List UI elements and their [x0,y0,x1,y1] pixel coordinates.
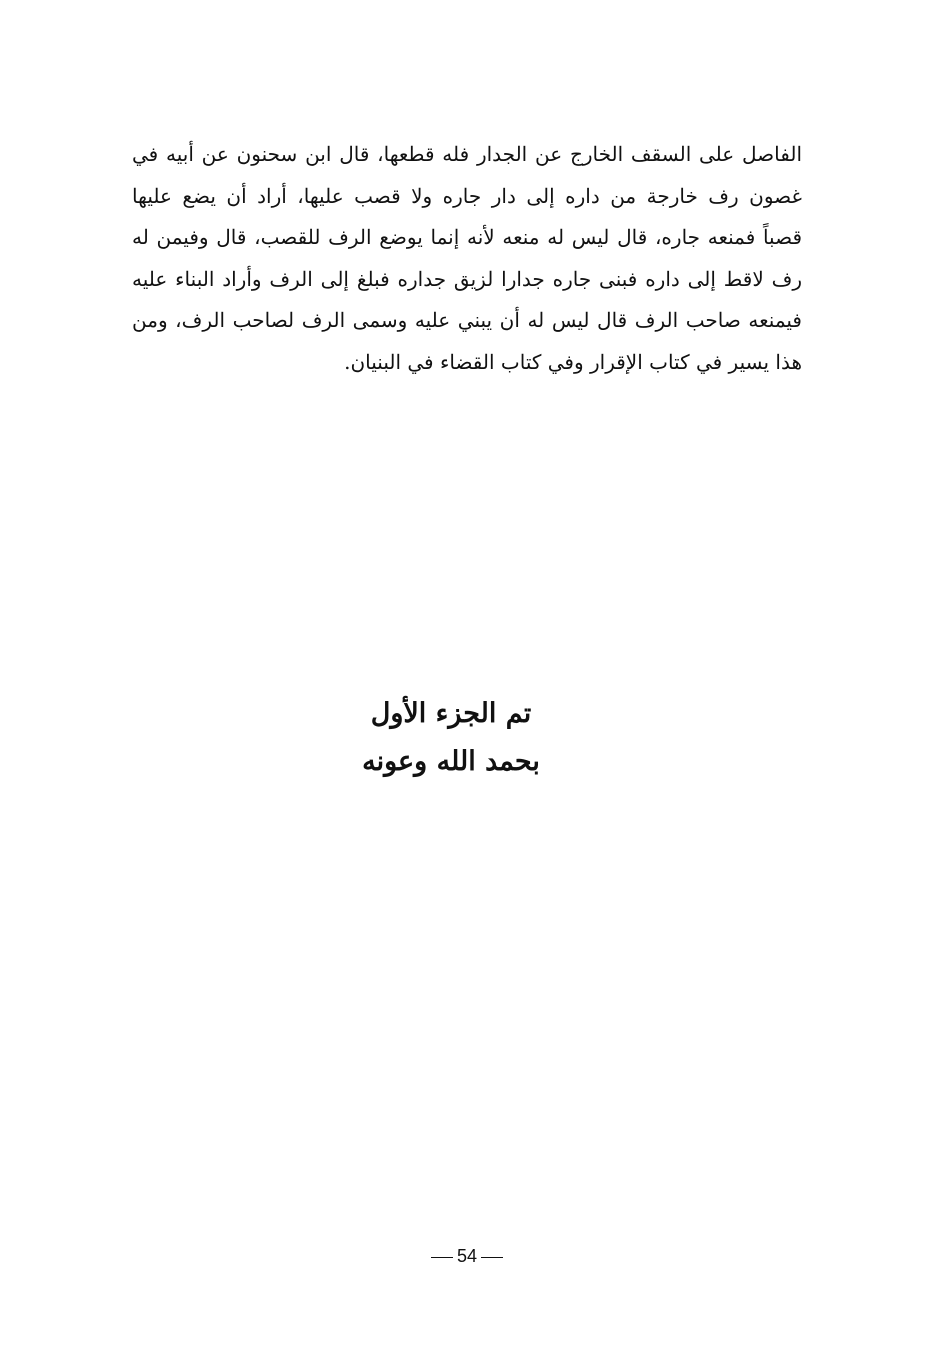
page-number-dash-left [431,1257,453,1258]
paragraph-line: الفاصل على السقف الخارج عن الجدار فله قطعها، قال ابن سحنون عن أبيه في [132,142,802,166]
paragraph-line: قصباً فمنعه جاره، قال ليس له منعه لأنه إنما يوضع الرف للقصب، قال وفيمن له [132,225,802,249]
closing-colophon [0,690,934,786]
colophon-line-1: تم الجزء الأول [370,698,532,729]
page-number [0,1244,934,1268]
paragraph-line: رف لاقط إلى داره فبنى جاره جدارا لزيق جداره فبلغ إلى الرف وأراد البناء عليه [132,266,802,291]
paragraph-line: هذا يسير في كتاب الإقرار وفي كتاب القضاء في البنيان. [344,349,802,374]
body-paragraph [132,134,802,383]
paragraph-line: فيمنعه صاحب الرف قال ليس له أن يبني عليه وسمى الرف لصاحب الرف، ومن [132,308,802,332]
page-number-dash-right [481,1257,503,1258]
page-number-value: 54 [456,1246,478,1266]
paragraph-line: غصون رف خارجة من داره إلى دار جاره ولا قصب عليها، أراد أن يضع عليها [132,183,802,208]
colophon-line-2: بحمد الله وعونه [362,746,540,777]
